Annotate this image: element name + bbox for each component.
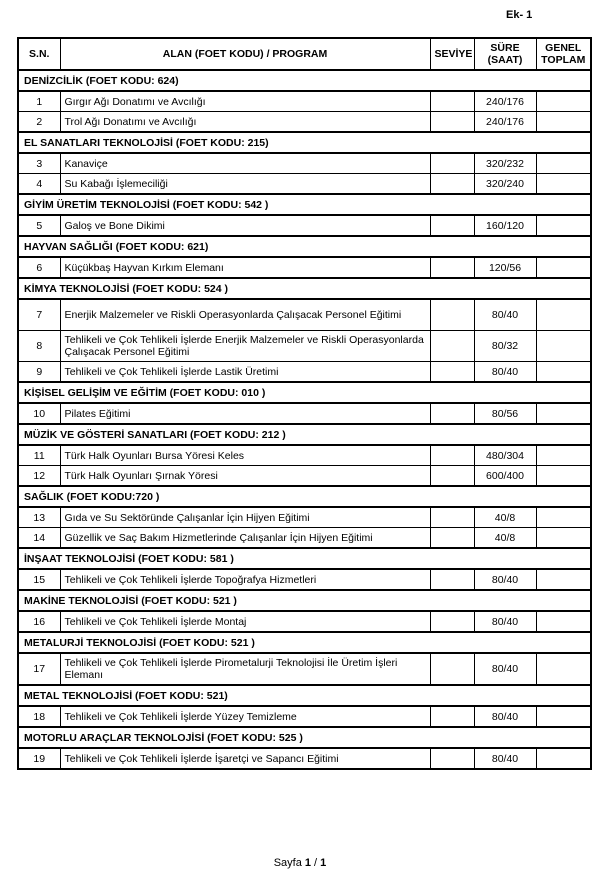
program-cell: Su Kabağı İşlemeciliği [60,174,430,195]
table-row [18,257,591,278]
sure-cell: 240/176 [474,112,536,133]
program-cell: Tehlikeli ve Çok Tehlikeli İşlerde Enerjik Malzemeler ve Riskli Operasyonlarda Çalışacak Personel Eğitimi [60,331,430,362]
seviye-cell [430,215,474,236]
sn-cell: 16 [18,611,60,632]
genel-toplam-cell [536,91,591,112]
sn-cell: 13 [18,507,60,528]
program-cell: Türk Halk Oyunları Bursa Yöresi Keles [60,445,430,466]
section-title: MAKİNE TEKNOLOJİSİ (FOET KODU: 521 ) [18,590,591,611]
sure-cell: 80/40 [474,611,536,632]
seviye-cell [430,653,474,685]
page-footer: Sayfa 1 / 1 [273,857,327,869]
sn-cell: 1 [18,91,60,112]
header-genel-toplam: GENEL TOPLAM [536,38,591,70]
table-row [18,112,591,133]
sn-cell: 19 [18,748,60,769]
genel-toplam-cell [536,215,591,236]
sn-cell: 5 [18,215,60,236]
table-row [18,215,591,236]
table-row [18,91,591,112]
section-row [18,424,591,445]
seviye-cell [430,153,474,174]
sure-cell: 80/40 [474,569,536,590]
sure-cell: 480/304 [474,445,536,466]
sure-cell: 240/176 [474,91,536,112]
sure-cell: 600/400 [474,466,536,487]
section-title: DENİZCİLİK (FOET KODU: 624) [18,70,591,91]
seviye-cell [430,112,474,133]
genel-toplam-cell [536,112,591,133]
table-row [18,569,591,590]
table-row [18,174,591,195]
section-row [18,382,591,403]
sure-cell: 160/120 [474,215,536,236]
section-row [18,236,591,257]
genel-toplam-cell [536,257,591,278]
sure-cell: 80/56 [474,403,536,424]
sn-cell: 4 [18,174,60,195]
seviye-cell [430,445,474,466]
sure-cell: 40/8 [474,507,536,528]
table-row [18,331,591,362]
section-title: EL SANATLARI TEKNOLOJİSİ (FOET KODU: 215) [18,132,591,153]
sure-cell: 320/240 [474,174,536,195]
table-row [18,507,591,528]
sn-cell: 3 [18,153,60,174]
program-cell: Tehlikeli ve Çok Tehlikeli İşlerde İşaretçi ve Sapancı Eğitimi [60,748,430,769]
program-table [17,37,592,770]
section-title: KİMYA TEKNOLOJİSİ (FOET KODU: 524 ) [18,278,591,299]
table-row [18,528,591,549]
genel-toplam-cell [536,299,591,331]
section-row [18,194,591,215]
table-row [18,706,591,727]
seviye-cell [430,174,474,195]
program-cell: Pilates Eğitimi [60,403,430,424]
genel-toplam-cell [536,611,591,632]
seviye-cell [430,611,474,632]
sn-cell: 18 [18,706,60,727]
sn-cell: 11 [18,445,60,466]
section-row [18,278,591,299]
section-row [18,486,591,507]
genel-toplam-cell [536,403,591,424]
section-row [18,685,591,706]
program-cell: Trol Ağı Donatımı ve Avcılığı [60,112,430,133]
sure-cell: 80/32 [474,331,536,362]
header-seviye: SEVİYE [430,38,474,70]
section-row [18,590,591,611]
table-row [18,362,591,383]
section-row [18,632,591,653]
genel-toplam-cell [536,362,591,383]
sure-cell: 80/40 [474,653,536,685]
program-cell: Tehlikeli ve Çok Tehlikeli İşlerde Topoğrafya Hizmetleri [60,569,430,590]
table-row [18,153,591,174]
seviye-cell [430,299,474,331]
section-title: MÜZİK VE GÖSTERİ SANATLARI (FOET KODU: 212 ) [18,424,591,445]
genel-toplam-cell [536,748,591,769]
program-cell: Küçükbaş Hayvan Kırkım Elemanı [60,257,430,278]
sn-cell: 8 [18,331,60,362]
sn-cell: 9 [18,362,60,383]
section-title: METAL TEKNOLOJİSİ (FOET KODU: 521) [18,685,591,706]
annex-label: Ek- 1 [506,9,533,21]
header-row [18,38,591,70]
section-title: GİYİM ÜRETİM TEKNOLOJİSİ (FOET KODU: 542 ) [18,194,591,215]
program-cell: Türk Halk Oyunları Şırnak Yöresi [60,466,430,487]
table-row [18,748,591,769]
sure-cell: 80/40 [474,748,536,769]
sn-cell: 6 [18,257,60,278]
sure-cell: 120/56 [474,257,536,278]
genel-toplam-cell [536,569,591,590]
sn-cell: 14 [18,528,60,549]
section-row [18,548,591,569]
sn-cell: 7 [18,299,60,331]
genel-toplam-cell [536,153,591,174]
genel-toplam-cell [536,653,591,685]
seviye-cell [430,748,474,769]
genel-toplam-cell [536,528,591,549]
sn-cell: 17 [18,653,60,685]
program-cell: Tehlikeli ve Çok Tehlikeli İşlerde Pirometalurji Teknolojisi İle Üretim İşleri Elemanı [60,653,430,685]
sn-cell: 2 [18,112,60,133]
sn-cell: 10 [18,403,60,424]
table-row [18,445,591,466]
section-row [18,70,591,91]
genel-toplam-cell [536,445,591,466]
table-row [18,653,591,685]
program-cell: Tehlikeli ve Çok Tehlikeli İşlerde Lastik Üretimi [60,362,430,383]
sure-cell: 40/8 [474,528,536,549]
genel-toplam-cell [536,466,591,487]
sn-cell: 15 [18,569,60,590]
genel-toplam-cell [536,174,591,195]
sure-cell: 80/40 [474,706,536,727]
seviye-cell [430,528,474,549]
genel-toplam-cell [536,507,591,528]
program-cell: Galoş ve Bone Dikimi [60,215,430,236]
seviye-cell [430,91,474,112]
program-cell: Tehlikeli ve Çok Tehlikeli İşlerde Montaj [60,611,430,632]
table-row [18,403,591,424]
section-title: MOTORLU ARAÇLAR TEKNOLOJİSİ (FOET KODU: 525 ) [18,727,591,748]
header-sn: S.N. [18,38,60,70]
seviye-cell [430,403,474,424]
seviye-cell [430,331,474,362]
section-title: İNŞAAT TEKNOLOJİSİ (FOET KODU: 581 ) [18,548,591,569]
seviye-cell [430,466,474,487]
program-cell: Gırgır Ağı Donatımı ve Avcılığı [60,91,430,112]
program-cell: Gıda ve Su Sektöründe Çalışanlar İçin Hijyen Eğitimi [60,507,430,528]
program-cell: Enerjik Malzemeler ve Riskli Operasyonlarda Çalışacak Personel Eğitimi [60,299,430,331]
section-row [18,132,591,153]
seviye-cell [430,362,474,383]
table-row [18,299,591,331]
sn-cell: 12 [18,466,60,487]
genel-toplam-cell [536,331,591,362]
program-cell: Güzellik ve Saç Bakım Hizmetlerinde Çalışanlar İçin Hijyen Eğitimi [60,528,430,549]
seviye-cell [430,569,474,590]
section-row [18,727,591,748]
header-program: ALAN (FOET KODU) / PROGRAM [60,38,430,70]
program-cell: Kanaviçe [60,153,430,174]
sure-cell: 80/40 [474,362,536,383]
sure-cell: 80/40 [474,299,536,331]
seviye-cell [430,257,474,278]
table-row [18,611,591,632]
section-title: METALURJİ TEKNOLOJİSİ (FOET KODU: 521 ) [18,632,591,653]
genel-toplam-cell [536,706,591,727]
section-title: HAYVAN SAĞLIĞI (FOET KODU: 621) [18,236,591,257]
header-sure: SÜRE (SAAT) [474,38,536,70]
section-title: KİŞİSEL GELİŞİM VE EĞİTİM (FOET KODU: 010 ) [18,382,591,403]
sure-cell: 320/232 [474,153,536,174]
table-row [18,466,591,487]
section-title: SAĞLIK (FOET KODU:720 ) [18,486,591,507]
seviye-cell [430,507,474,528]
seviye-cell [430,706,474,727]
program-cell: Tehlikeli ve Çok Tehlikeli İşlerde Yüzey Temizleme [60,706,430,727]
